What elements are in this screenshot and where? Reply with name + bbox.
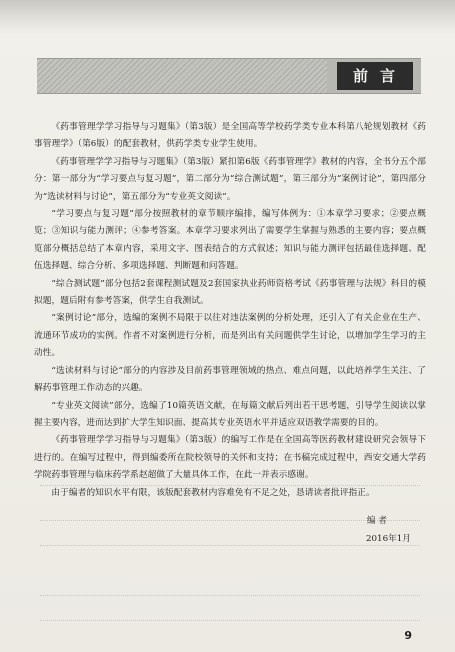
bleed-through-line	[40, 545, 420, 546]
banner-stripe-pattern	[37, 59, 327, 93]
preface-paragraph: 《药事管理学学习指导与习题集》（第3版）紧扣第6版《药事管理学》教材的内容，全书分五个部分：第一部分为“学习要点与复习题”，第二部分为“综合测试题”，第三部分为“案例讨论”，第四部分为“选读材料与讨论”，第五部分为“专业英文阅读”。	[34, 156, 426, 202]
preface-paragraph: “综合测试题”部分包括2套课程测试题及2套国家执业药师资格考试《药事管理与法规》科目的模拟题，题后附有参考答案，供学生自我测试。	[34, 278, 426, 307]
page-number: 9	[404, 629, 412, 642]
signature-date: 2016年1月	[365, 534, 411, 544]
section-banner	[37, 58, 421, 94]
signature-author: 编 者	[366, 516, 387, 526]
bleed-through-line	[40, 620, 420, 621]
preface-paragraph: 《药事管理学学习指导与习题集》（第3版）的编写工作是在全国高等医药教材建设研究会领导下进行的。在编写过程中，得到编委所在院校领导的关怀和支持；在书稿完成过程中，西安交通大学药学院药事管理与临床药学系赵超做了大量具体工作，在此一并表示感谢。	[34, 435, 426, 481]
page-title: 前言	[337, 62, 413, 90]
preface-paragraph: “专业英文阅读”部分，选编了10篇英语文献，在每篇文献后列出若干思考题，引导学生阅读以掌握主要内容，进而达到扩大学生知识面、提高其专业英语水平并适应双语教学需要的目的。	[34, 400, 426, 428]
preface-paragraph: “案例讨论”部分，选编的案例不局限于以往对违法案例的分析处理，还引入了有关企业在生产、流通环节成功的实例。作者不对案例进行分析，而是列出有关问题供学生讨论，以增加学生学习的主动性。	[34, 313, 426, 359]
preface-paragraph: “选读材料与讨论”部分的内容涉及目前药事管理领域的热点、难点问题，以此培养学生关注、了解药事管理工作动态的兴趣。	[34, 365, 426, 394]
page-edge-shadow	[0, 0, 455, 34]
preface-paragraph: 由于编者的知识水平有限，该版配套教材内容难免有不足之处，恳请读者批评指正。	[51, 487, 375, 498]
preface-paragraph: “学习要点与复习题”部分按照教材的章节顺序编排，编写体例为：①本章学习要求；②要点概览；③知识与能力测评；④参考答案。本章学习要求列出了需要学生掌握与熟悉的主要内容；要点概览部分概括总结了本章内容，采用文字、图表结合的方式叙述；知识与能力测评包括最佳选择题、配伍选择题、综合分析、多项选择题、判断题和问答题。	[34, 209, 426, 272]
preface-paragraph: 《药事管理学学习指导与习题集》（第3版）是全国高等学校药学类专业本科第八轮规划教材《药事管理学》（第6版）的配套教材，供药学类专业学生使用。	[34, 122, 426, 150]
bleed-through-line	[40, 595, 420, 596]
preface-body	[34, 119, 426, 502]
bleed-through-line	[40, 520, 420, 521]
